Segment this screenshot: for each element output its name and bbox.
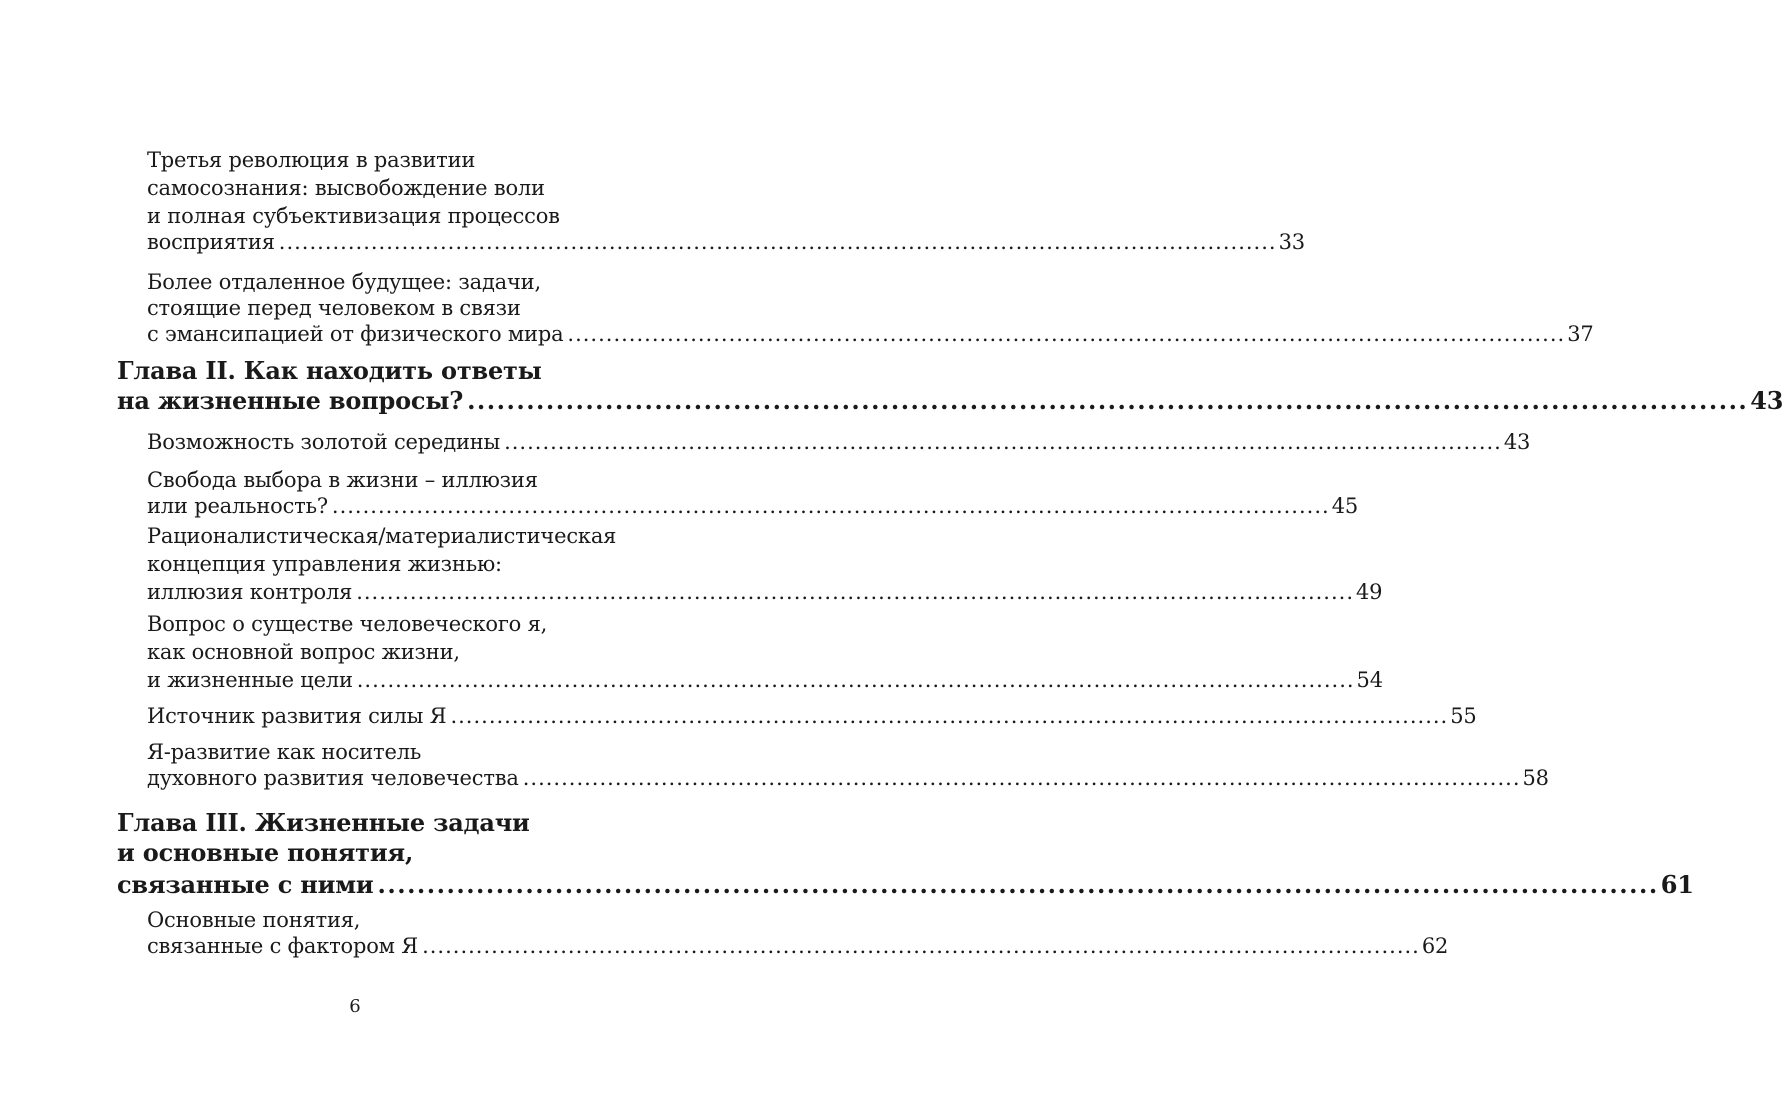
dot-leader: ..................................................................................................................................: [504, 430, 1502, 454]
page-ref: 61: [1660, 870, 1694, 899]
toc-entry-line: Рационалистическая/материалистическая: [147, 524, 617, 548]
toc-entry-line: [147, 704, 1477, 728]
chapter-title-line: [117, 870, 1694, 899]
dot-leader: ..................................................................................................................................: [377, 870, 1659, 899]
dot-leader: ..................................................................................................................................: [467, 386, 1749, 415]
toc-entry-text: с эмансипацией от физического мира: [147, 322, 564, 346]
toc-entry-line: [147, 766, 1549, 790]
page-ref: 43: [1503, 430, 1531, 454]
chapter-title-line: [117, 386, 1783, 415]
chapter-title-text: связанные с ними: [117, 870, 374, 899]
toc-entry-line: Третья революция в развитии: [147, 148, 476, 172]
dot-leader: ..................................................................................................................................: [278, 230, 1277, 254]
toc-entry-text: духовного развития человечества: [147, 766, 519, 790]
page-ref: 43: [1750, 386, 1783, 415]
toc-entry-line: Более отдаленное будущее: задачи,: [147, 270, 541, 294]
toc-entry-line: [147, 934, 1449, 958]
toc-entry-text: связанные с фактором Я: [147, 934, 419, 958]
chapter-title-line: Глава III. Жизненные задачи: [117, 808, 530, 837]
dot-leader: ..................................................................................................................................: [450, 704, 1449, 728]
page-number: 6: [349, 996, 361, 1017]
page-ref: 37: [1567, 322, 1594, 346]
page-ref: 62: [1421, 934, 1449, 958]
toc-entry-text: Источник развития силы Я: [147, 704, 447, 728]
page-ref: 49: [1356, 580, 1383, 604]
dot-leader: ..................................................................................................................................: [522, 766, 1521, 790]
page-ref: 33: [1278, 230, 1305, 254]
toc-entry-line: Вопрос о существе человеческого я,: [147, 612, 548, 636]
toc-entry-text: Возможность золотой середины: [147, 430, 501, 454]
toc-entry-line: концепция управления жизнью:: [147, 552, 502, 576]
page-ref: 54: [1356, 668, 1383, 692]
dot-leader: ..................................................................................................................................: [356, 668, 1355, 692]
toc-entry-line: [147, 580, 1383, 604]
toc-entry-line: [147, 668, 1383, 692]
toc-entry-line: Я-развитие как носитель: [147, 740, 422, 764]
toc-entry-line: как основной вопрос жизни,: [147, 640, 460, 664]
dot-leader: ..................................................................................................................................: [567, 322, 1566, 346]
dot-leader: ..................................................................................................................................: [356, 580, 1354, 604]
toc-entry-line: [147, 494, 1359, 518]
chapter-title-text: на жизненные вопросы?: [117, 386, 464, 415]
toc-entry-text: или реальность?: [147, 494, 328, 518]
toc-entry-line: Основные понятия,: [147, 908, 361, 932]
toc-entry-text: и жизненные цели: [147, 668, 353, 692]
chapter-title-line: Глава II. Как находить ответы: [117, 356, 542, 385]
page-ref: 55: [1450, 704, 1477, 728]
page-ref: 58: [1522, 766, 1549, 790]
toc-entry-line: Свобода выбора в жизни – иллюзия: [147, 468, 538, 492]
toc-entry-line: [147, 430, 1531, 454]
toc-entry-line: [147, 230, 1305, 254]
toc-entry-line: самосознания: высвобождение воли: [147, 176, 545, 200]
toc-entry-line: и полная субъективизация процессов: [147, 204, 560, 228]
chapter-title-line: и основные понятия,: [117, 838, 414, 867]
dot-leader: ..................................................................................................................................: [331, 494, 1330, 518]
toc-entry-line: [147, 322, 1594, 346]
dot-leader: ..................................................................................................................................: [422, 934, 1420, 958]
page-ref: 45: [1331, 494, 1359, 518]
toc-entry-line: стоящие перед человеком в связи: [147, 296, 521, 320]
toc-entry-text: восприятия: [147, 230, 275, 254]
toc-entry-text: иллюзия контроля: [147, 580, 353, 604]
